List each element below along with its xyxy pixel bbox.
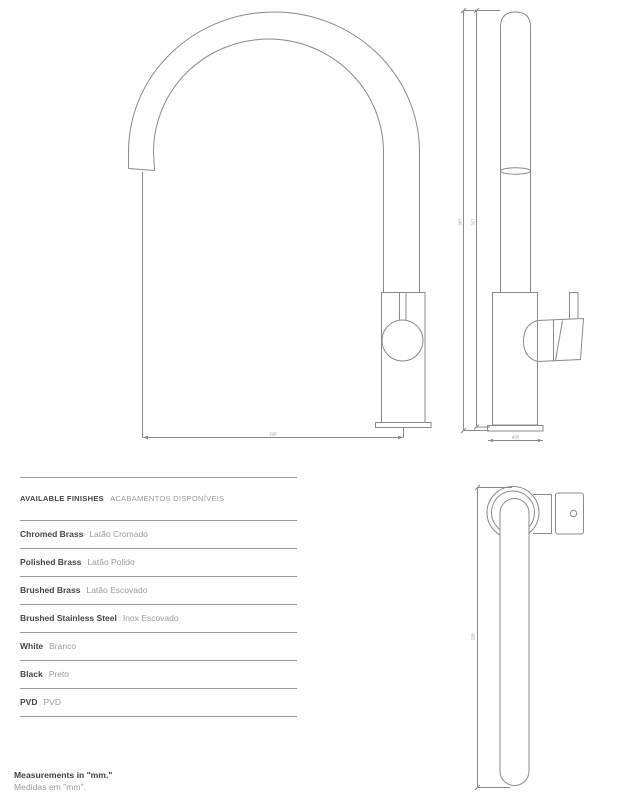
spout-outer-arch [129,12,420,293]
dimension-label-height-spout: 317 [470,218,476,226]
handle-stick [570,293,579,320]
finish-name-pt: Inox Escovado [122,613,179,624]
finishes-header-en: AVAILABLE FINISHES [20,494,104,504]
spout-joint-ellipse [501,168,531,174]
base-plate-front [376,423,432,428]
finish-row-chromed-brass [20,520,297,548]
finish-name-en: White [20,641,44,652]
dimension-label-reach: 228 [269,431,277,437]
side-view-drawing [458,8,584,442]
finish-name-en: Black [20,669,43,680]
finish-name-pt: Latão Escovado [86,585,148,596]
arrowhead [398,436,404,440]
finishes-header-row [20,477,297,520]
finish-name-en: Polished Brass [20,557,82,568]
finish-name-pt: PVD [43,697,61,708]
finishes-table [20,477,297,717]
arrowhead [143,436,149,440]
finish-row-brushed-brass [20,576,297,604]
finish-name-en: Brushed Brass [20,585,81,596]
valve-circle [382,320,423,361]
spout-column-side [501,12,531,293]
finish-name-en: Chromed Brass [20,529,84,540]
finishes-header-pt: ACABAMENTOS DISPONÍVEIS [109,494,225,504]
dimension-label-base: ø50 [511,434,520,440]
finish-name-pt: Latão Cromado [89,529,148,540]
finish-name-pt: Preto [48,669,70,680]
handle-lever [538,319,584,362]
faucet-body-front [382,293,426,423]
finish-row-brushed-stainless-steel [20,604,297,632]
handle-end-block [556,493,584,534]
spout-inner-arch [154,39,384,292]
spout-top-view [500,499,529,786]
finish-row-black [20,660,297,688]
finish-row-polished-brass [20,548,297,576]
front-view-drawing [129,12,432,439]
handle-bulge [524,321,538,362]
dimension-label-top-length: 228 [470,633,476,641]
base-plate-side [488,426,544,432]
finish-name-en: PVD [20,697,38,708]
dimension-label-height-total: 367 [457,218,463,226]
finish-name-en: Brushed Stainless Steel [20,613,117,624]
finish-name-pt: Latão Polido [87,557,135,568]
top-view-drawing [471,485,584,790]
finish-name-pt: Branco [49,641,77,652]
finish-row-white [20,632,297,660]
arrowhead [488,439,493,442]
arrowhead [538,439,543,442]
measurements-note-pt: Medidas em "mm". [14,782,87,792]
measurements-note [14,769,112,793]
finish-row-pvd [20,688,297,716]
measurements-note-en: Measurements in "mm." [14,770,113,780]
spout-tip [129,169,156,171]
handle-screw-hole [570,510,576,516]
handle-inner-line [556,321,563,361]
